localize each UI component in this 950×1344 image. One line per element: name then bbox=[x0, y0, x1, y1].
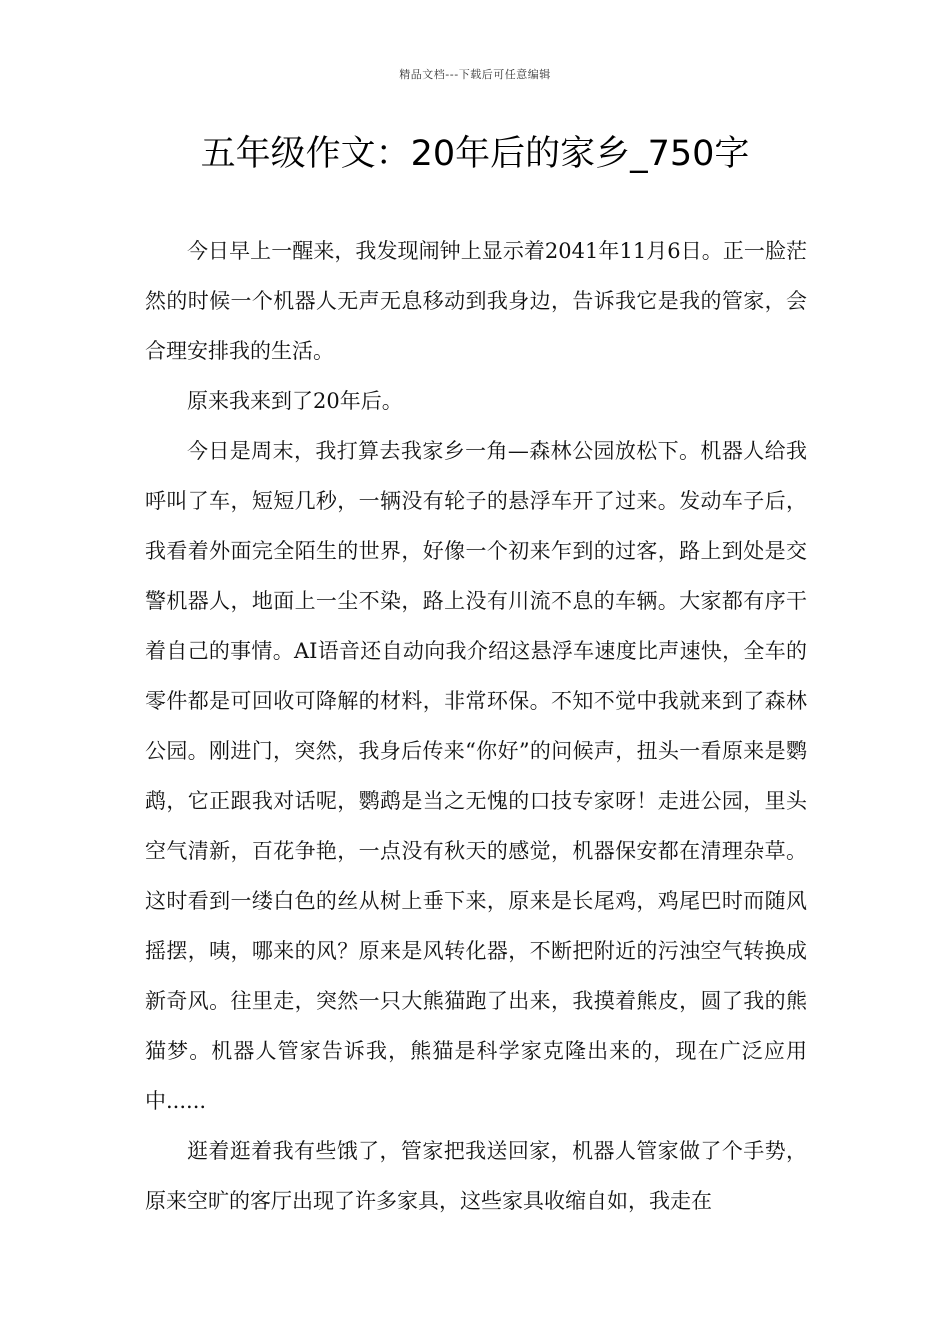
paragraph: 今日是周末，我打算去我家乡一角—森林公园放松下。机器人给我呼叫了车，短短几秒，一辆没有轮子的悬浮车开了过来。发动车子后，我看着外面完全陌生的世界，好像一个初来乍到的过客，路上到处是交警机器人，地面上一尘不染，路上没有川流不息的车辆。大家都有序干着自己的事情。AI语音还自动向我介绍这悬浮车速度比声速快，全车的零件都是可回收可降解的材料，非常环保。不知不觉中我就来到了森林公园。刚进门，突然，我身后传来“你好”的问候声，扭头一看原来是鹦鹉，它正跟我对话呢，鹦鹉是当之无愧的口技专家呀！走进公园，里头空气清新，百花争艳，一点没有秋天的感觉，机器保安都在清理杂草。这时看到一缕白色的丝从树上垂下来，原来是长尾鸡，鸡尾巴时而随风摇摆，咦，哪来的风？原来是风转化器，不断把附近的污浊空气转换成新奇风。往里走，突然一只大熊猫跑了出来，我摸着熊皮，圆了我的熊猫梦。机器人管家告诉我，熊猫是科学家克隆出来的，现在广泛应用中...... bbox=[145, 439, 807, 1113]
paragraph: 逛着逛着我有些饿了，管家把我送回家，机器人管家做了个手势，原来空旷的客厅出现了许多家具，这些家具收缩自如，我走在 bbox=[145, 1139, 807, 1213]
paragraph: 今日早上一醒来，我发现闹钟上显示着2041年11月6日。正一脸茫然的时候一个机器人无声无息移动到我身边，告诉我它是我的管家，会合理安排我的生活。 bbox=[145, 239, 807, 363]
article-body bbox=[145, 226, 807, 1226]
header-note: 精品文档---下载后可任意编辑 bbox=[399, 68, 551, 81]
paragraph: 原来我来到了20年后。 bbox=[187, 389, 403, 413]
page-title: 五年级作文：20年后的家乡_750字 bbox=[200, 134, 750, 174]
